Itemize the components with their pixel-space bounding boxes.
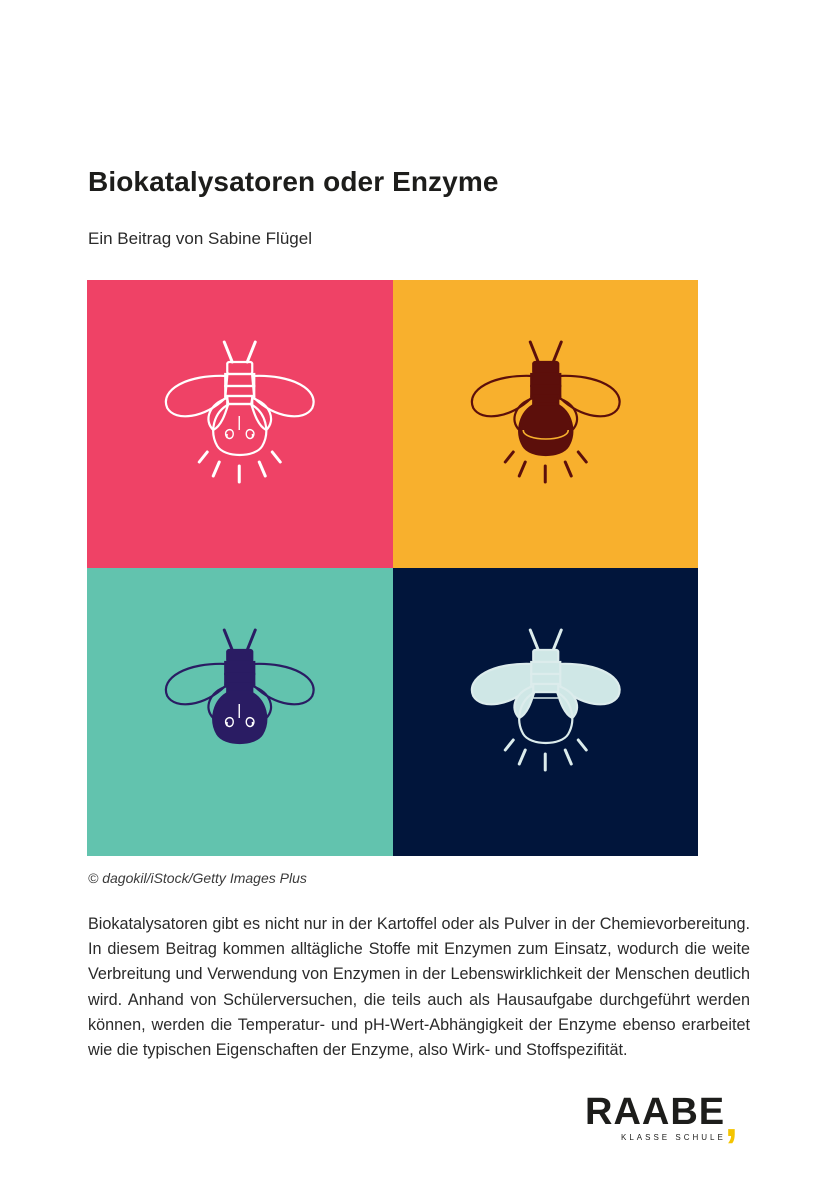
firefly-lightbulb-icon — [393, 568, 699, 856]
tile-bottom-right — [393, 568, 699, 856]
tile-top-left — [87, 280, 393, 568]
firefly-lightbulb-icon — [87, 568, 393, 856]
logo-comma: , — [725, 1094, 738, 1146]
firefly-illustration — [87, 280, 698, 856]
description-paragraph: Biokatalysatoren gibt es nicht nur in der Kartoffel oder als Pulver in der Chemievorbereitung. In diesem Beitrag kommen alltägliche Stoffe mit Enzymen zum Einsatz, wodurch die weite Verbreitung und Verwendung von Enzymen in der Lebenswirklichkeit der Menschen deutlich wird. Anhand von Schülerversuchen, die teils auch als Hausaufgabe durchgeführt werden können, werden die Temperatur- und pH-Wert-Abhängigkeit der Enzyme ebenso erarbeitet wie die typischen Eigenschaften der Enzyme, also Wirk- und Stoffspezifität. — [88, 915, 750, 1060]
firefly-lightbulb-icon — [393, 280, 699, 568]
document-title: Biokatalysatoren oder Enzyme — [88, 166, 499, 197]
image-credit: © dagokil/iStock/Getty Images Plus — [88, 870, 307, 886]
firefly-lightbulb-icon — [87, 280, 393, 568]
logo-tagline: KLASSE SCHULE — [621, 1133, 726, 1142]
raabe-logo — [585, 1091, 745, 1146]
tile-bottom-left — [87, 568, 393, 856]
logo-wordmark: RAABE — [585, 1091, 726, 1133]
author-line: Ein Beitrag von Sabine Flügel — [88, 229, 312, 248]
tile-top-right — [393, 280, 699, 568]
